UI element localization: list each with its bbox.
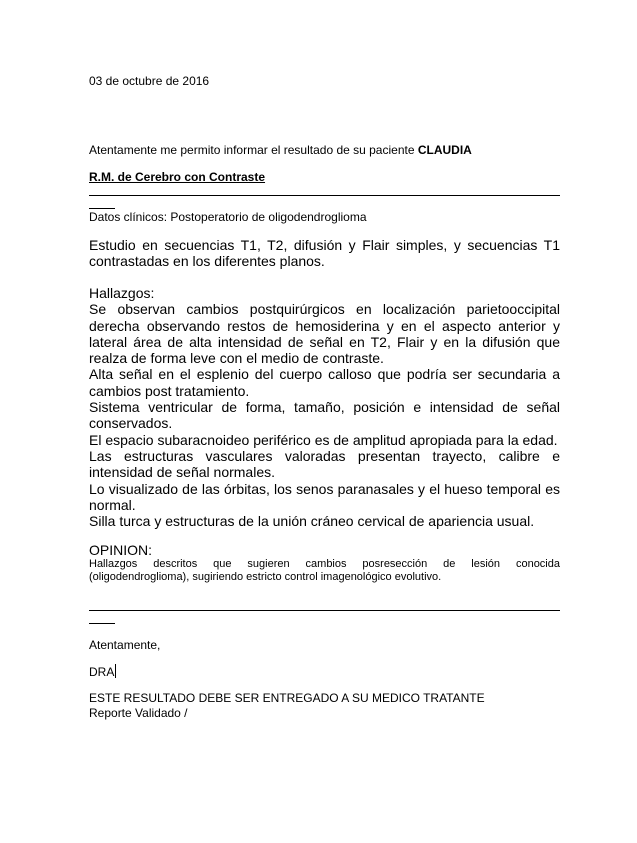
intro-line — [89, 143, 472, 158]
patient-name: CLAUDIA — [417, 143, 472, 157]
intro-text: Atentamente me permito informar el resultado de su paciente — [89, 143, 418, 157]
finding-item: Sistema ventricular de forma, tamaño, posición e intensidad de señal conservados. — [89, 399, 560, 432]
finding-item: Lo visualizado de las órbitas, los senos paranasales y el hueso temporal es normal. — [89, 480, 560, 513]
divider-stub — [89, 623, 115, 624]
findings-section — [89, 285, 560, 529]
text-cursor — [115, 664, 116, 678]
report-date: 03 de octubre de 2016 — [89, 74, 210, 88]
clinical-data: Datos clínicos: Postoperatorio de oligodendroglioma — [89, 210, 367, 224]
finding-item: El espacio subaracnoideo periférico es de amplitud apropiada para la edad. — [89, 431, 558, 448]
finding-item: Silla turca y estructuras de la unión cráneo cervical de apariencia usual. — [89, 513, 535, 530]
study-description: Estudio en secuencias T1, T2, difusión y Flair simples, y secuencias T1 contrastadas en los diferentes planos. — [89, 237, 560, 270]
closing-salutation: Atentamente, — [89, 638, 161, 652]
finding-item: Las estructuras vasculares valoradas presentan trayecto, calibre e intensidad de señal normales. — [89, 447, 560, 481]
finding-item: Se observan cambios postquirúrgicos en localización parietooccipital derecha observando restos de hemosiderina y en el aspecto anterior y lateral área de alta intensidad de señal en T2, Flair y en la difusión que realza de forma leve con el medio de contraste. — [89, 301, 560, 367]
signer-line[interactable] — [89, 664, 116, 680]
signer-name: DRA — [89, 665, 115, 679]
divider-stub — [89, 208, 115, 209]
validation-line: Reporte Validado / — [89, 706, 188, 720]
opinion-heading: OPINION: — [89, 542, 153, 558]
exam-title: R.M. de Cerebro con Contraste — [89, 170, 266, 184]
delivery-notice: ESTE RESULTADO DEBE SER ENTREGADO A SU MEDICO TRATANTE — [89, 691, 485, 705]
divider-line — [89, 195, 560, 196]
divider-line — [89, 610, 560, 611]
finding-item: Alta señal en el esplenio del cuerpo calloso que podría ser secundaria a cambios post tratamiento. — [89, 366, 560, 399]
opinion-text: Hallazgos descritos que sugieren cambios posresección de lesión conocida (oligodendroglioma), sugiriendo estricto control imagenológico evolutivo. — [89, 558, 560, 583]
findings-heading: Hallazgos: — [89, 285, 155, 301]
